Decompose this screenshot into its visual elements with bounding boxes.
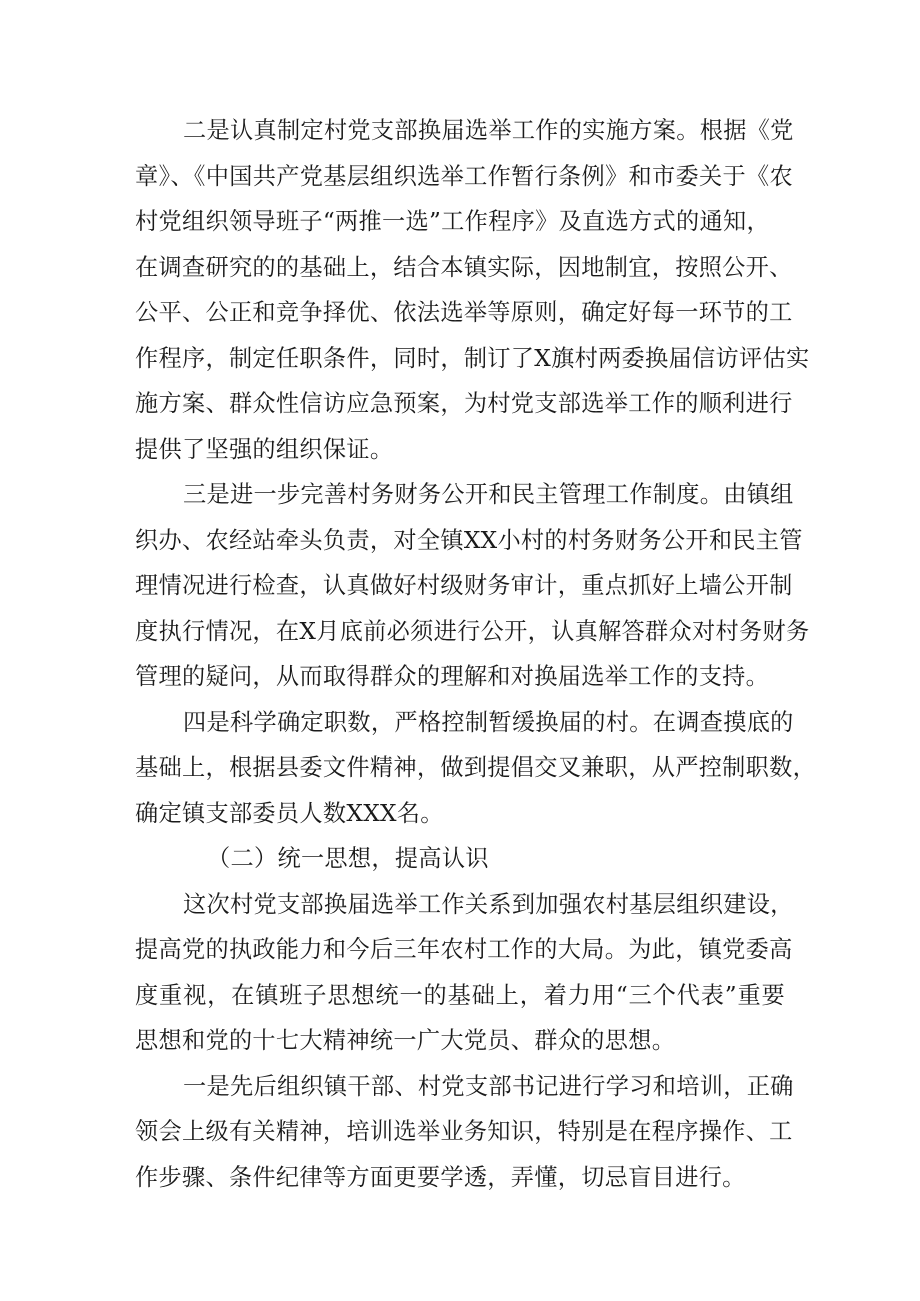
paragraph-line: 确定镇支部委员人数XXX名。 [135, 799, 444, 827]
paragraph-line: 理情况进行检查，认真做好村级财务审计，重点抓好上墙公开制 [135, 572, 793, 599]
paragraph-line: 一是先后组织镇干部、村党支部书记进行学习和培训，正确 [183, 1072, 794, 1100]
paragraph-line: 领会上级有关精神，培训选举业务知识，特别是在程序操作、工 [135, 1118, 793, 1145]
paragraph-line: 公平、公正和竞争择优、依法选举等原则，确定好每一环节的工 [135, 299, 793, 326]
paragraph-line: 思想和党的十七大精神统一广大党员、群众的思想。 [135, 1027, 676, 1054]
paragraph-line: 这次村党支部换届选举工作关系到加强农村基层组织建设， [183, 890, 794, 918]
paragraph-line: 章》、《中国共产党基层组织选举工作暂行条例》和市委关于《农 [135, 162, 793, 190]
paragraph-line: 村党组织领导班子“两推一选”工作程序》及直选方式的通知， [135, 208, 770, 235]
paragraph-line: 提供了坚强的组织保证。 [135, 435, 394, 463]
paragraph-line: 度执行情况，在X月底前必须进行公开，认真解答群众对村务财务 [135, 617, 810, 645]
paragraph-line: 施方案、群众性信访应急预案，为村党支部选举工作的顺利进行 [135, 390, 793, 417]
paragraph-line: 二是认真制定村党支部换届选举工作的实施方案。根据《党 [183, 117, 794, 144]
paragraph-line: 提高党的执政能力和今后三年农村工作的大局。为此，镇党委高 [135, 936, 793, 963]
paragraph-line: 作步骤、条件纪律等方面更要学透，弄懂，切忌盲目进行。 [135, 1163, 746, 1191]
paragraph-line: 度重视，在镇班子思想统一的基础上，着力用“三个代表”重要 [135, 981, 785, 1009]
document-body [135, 108, 817, 1200]
paragraph-line: 三是进一步完善村务财务公开和民主管理工作制度。由镇组 [183, 481, 794, 508]
section-heading: （二）统一思想，提高认识 [207, 845, 489, 872]
paragraph-line: 作程序，制定任职条件，同时，制订了X旗村两委换届信访评估实 [135, 344, 810, 372]
paragraph-line: 在调查研究的的基础上，结合本镇实际，因地制宜，按照公开、 [135, 253, 793, 281]
paragraph-line: 管理的疑问，从而取得群众的理解和对换届选举工作的支持。 [135, 663, 770, 690]
paragraph-line: 四是科学确定职数，严格控制暂缓换届的村。在调查摸底的 [183, 708, 794, 736]
paragraph-line: 基础上，根据县委文件精神，做到提倡交叉兼职，从严控制职数， [135, 754, 817, 781]
paragraph-line: 织办、农经站牵头负责，对全镇XX小村的村务财务公开和民主管 [135, 526, 803, 554]
